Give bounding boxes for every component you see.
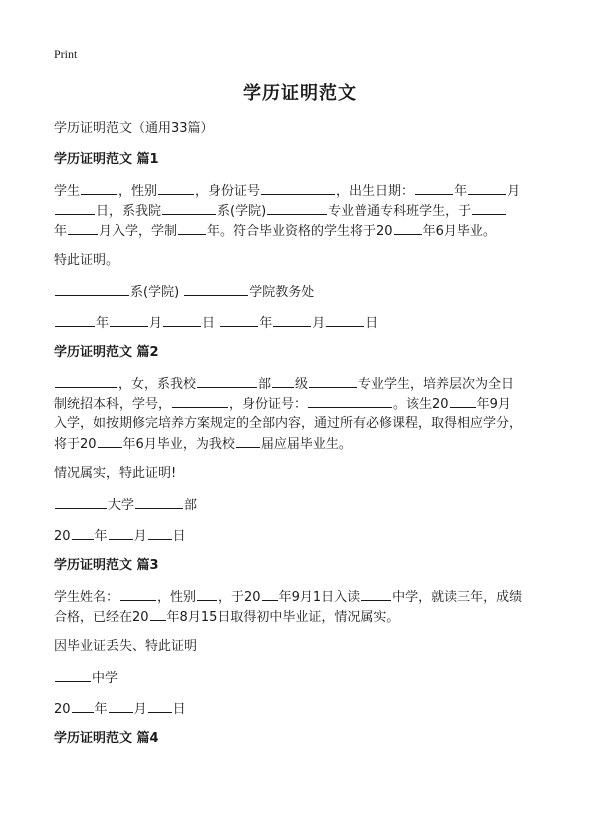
section-heading-4: 学历证明范文 篇4 (54, 731, 159, 746)
print-label[interactable]: Print (54, 47, 78, 61)
section-1-closing: 特此证明。 (54, 253, 120, 268)
section-3-closing: 因毕业证丢失、特此证明 (54, 639, 198, 654)
section-3-line-1: 学生姓名： ，性别 ，于20 年9月1日入读 中学，就读三年，成绩 (54, 586, 554, 609)
section-heading-1: 学历证明范文 篇1 (54, 152, 159, 167)
section-1-line-1: 学生 ，性别 ，身份证号 ，出生日期： 年 月 (54, 180, 554, 203)
section-1-date: 年 月 日 年 月 日 (54, 312, 554, 335)
section-3-line-2: 合格，已经在20 年8月15日取得初中毕业证，情况属实。 (54, 606, 554, 629)
section-1-signature: 系(学院) 学院教务处 (54, 281, 554, 304)
section-heading-3: 学历证明范文 篇3 (54, 558, 159, 573)
section-2-line-3: 入学，如按期修完培养方案规定的全部内容，通过所有必修课程，取得相应学分， (54, 416, 523, 431)
section-2-date: 20 年 月 日 (54, 525, 554, 548)
section-1-line-3: 年 月入学，学制 年。符合毕业资格的学生将于20 年6月毕业。 (54, 220, 554, 243)
page-title: 学历证明范文 (243, 83, 357, 104)
subtitle: 学历证明范文（通用33篇） (54, 121, 214, 136)
section-3-signature: 中学 (54, 667, 554, 690)
section-2-line-4: 将于20 年6月毕业，为我校 届应届毕业生。 (54, 433, 554, 456)
section-2-signature: 大学 部 (54, 494, 554, 517)
section-3-date: 20 年 月 日 (54, 698, 554, 721)
section-heading-2: 学历证明范文 篇2 (54, 345, 159, 360)
section-2-closing: 情况属实，特此证明! (54, 466, 177, 481)
section-2-line-2: 制统招本科，学号， ，身份证号： 。该生20 年9月 (54, 393, 554, 416)
section-1-line-2: 日，系我院 系(学院) 专业普通专科班学生，于 (54, 200, 554, 223)
section-2-line-1: ，女，系我校 部 级 专业学生，培养层次为全日 (54, 373, 554, 396)
